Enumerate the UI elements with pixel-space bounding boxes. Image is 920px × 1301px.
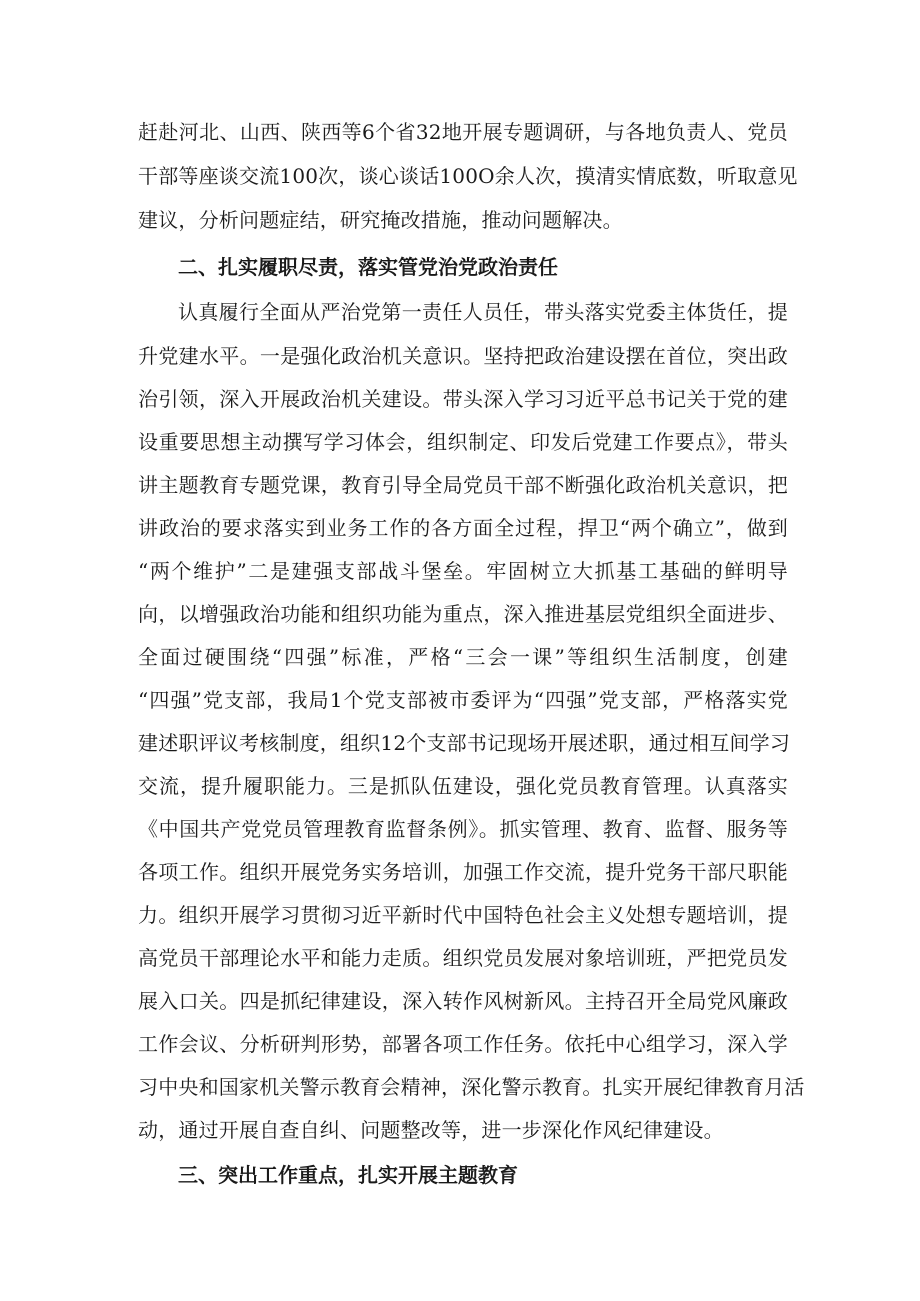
- paragraph-2-line-14: 各项工作。组织开展党务实务培训，加强工作交流，提升党务干部尺职能: [138, 860, 788, 884]
- paragraph-2-line-17: 展入口关。四是抓纪律建设，深入转作风树新风。主持召开全局党风廉政: [138, 989, 788, 1013]
- paragraph-2-line-16: 高党员干部理论水平和能力走质。组织党员发展对象培训班，严把党员发: [138, 946, 788, 970]
- paragraph-2-line-2: 升党建水平。一是强化政治机关意识。坚持把政治建设摆在首位，突出政: [138, 344, 788, 368]
- paragraph-2-line-11: 建述职评议考核制度，组织12个支部书记现场开展述职，通过相互间学习: [138, 731, 791, 755]
- paragraph-2-line-4: 设重要思想主动撰写学习体会，组织制定、印发后党建工作要点》，带头: [138, 430, 788, 454]
- paragraph-2-line-18: 工作会议、分析研判形势，部署各项工作任务。依托中心组学习，深入学: [138, 1032, 788, 1056]
- paragraph-1-line-1: 赶赴河北、山西、陕西等6个省32地开展专题调研，与各地负责人、党员: [138, 120, 788, 144]
- paragraph-2-line-5: 讲主题教育专题党课，教育引导全局党员干部不断强化政治机关意识，把: [138, 473, 788, 497]
- paragraph-2-line-19: 习中央和国家机关警示教育会精神，深化警示教育。扎实开展纪律教育月活: [138, 1075, 805, 1099]
- paragraph-2-line-9: 全面过硬围绕“四强”标准，严格“三会一课”等组织生活制度，创建: [138, 645, 788, 669]
- paragraph-2-line-8: 向，以增强政治功能和组织功能为重点，深入推进基层党组织全面进步、: [138, 602, 788, 626]
- paragraph-2-line-3: 治引领，深入开展政治机关建设。带头深入学习习近平总书记关于党的建: [138, 387, 788, 411]
- paragraph-2-line-15: 力。组织开展学习贯彻习近平新时代中国特色社会主义处想专题培训，提: [138, 903, 788, 927]
- paragraph-2-line-1: 认真履行全面从严治党第一责任人员任，带头落实党委主体货任，提: [178, 300, 788, 324]
- paragraph-2-line-20: 动，通过开展自查自纠、问题整改等，进一步深化作风纪律建设。: [138, 1118, 724, 1142]
- paragraph-2-line-6: 讲政治的要求落实到业务工作的各方面全过程，捍卫“两个确立”，做到: [138, 516, 788, 540]
- paragraph-1-line-3: 建议，分析问题症结，研究掩改措施，推动问题解决。: [138, 208, 623, 232]
- paragraph-2-line-10: “四强”党支部，我局1个党支部被市委评为“四强”党支部，严格落实党: [138, 688, 788, 712]
- paragraph-2-line-13: 《中国共产党党员管理教育监督条例》。抓实管理、教育、监督、服务等: [138, 817, 788, 841]
- paragraph-2-line-12: 交流，提升履职能力。三是抓队伍建设，强化党员教育管理。认真落实: [138, 774, 788, 798]
- section-heading-3: 三、突出工作重点，扎实开展主题教育: [178, 1163, 518, 1187]
- paragraph-2-line-7: “两个维护”二是建强支部战斗堡垒。牢固树立大抓基工基础的鲜明导: [138, 559, 788, 583]
- paragraph-1-line-2: 干部等座谈交流100次，谈心谈话100O余人次，摸清实情底数，听取意见: [138, 164, 798, 188]
- section-heading-2: 二、扎实履职尽责，落实管党治党政治责任: [178, 255, 558, 279]
